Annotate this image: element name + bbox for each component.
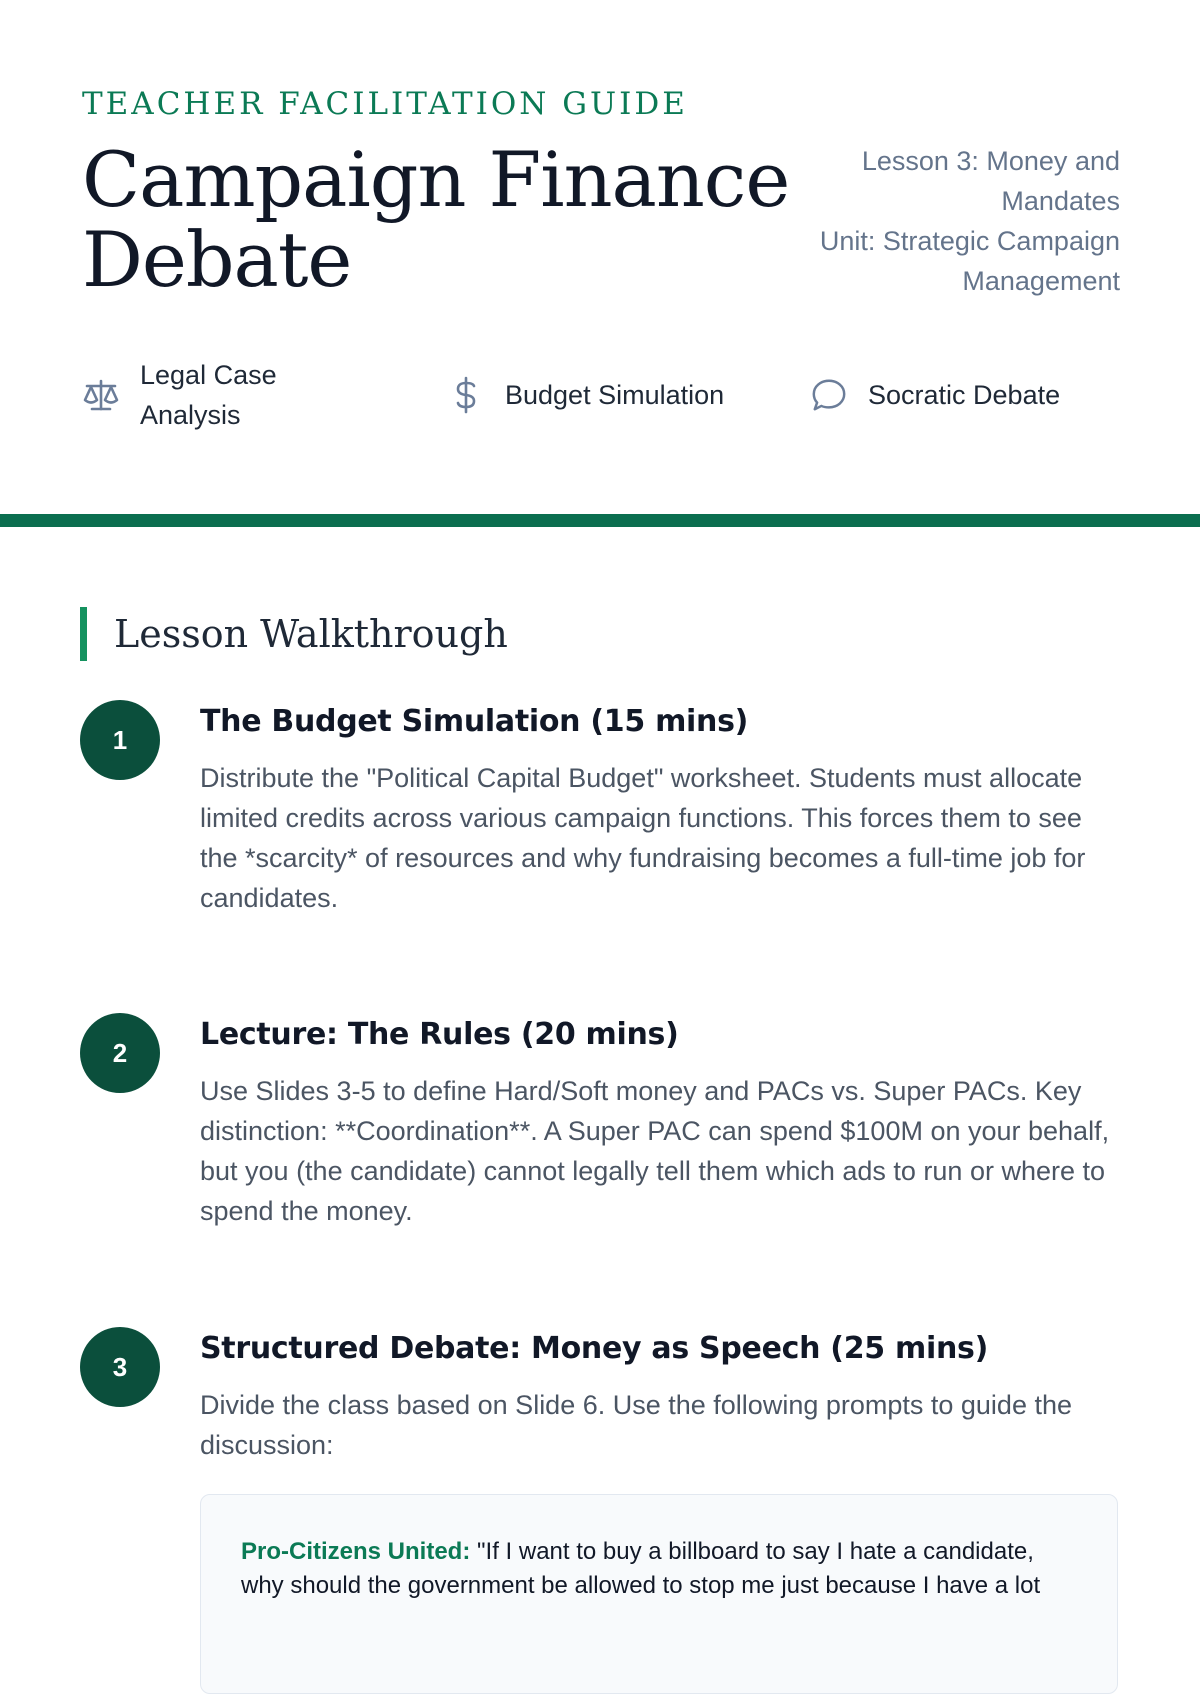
step-body	[200, 1013, 1120, 1231]
lesson-label: Lesson 3: Money and Mandates	[861, 146, 1120, 216]
activity-label: Socratic Debate	[868, 380, 1061, 410]
section-heading: Lesson Walkthrough	[80, 607, 508, 661]
speech-bubble-icon	[810, 375, 848, 415]
activity-label: Legal Case Analysis	[140, 360, 277, 430]
step-description: Distribute the "Political Capital Budget" worksheet. Students must allocate limited credits across various campaign functions. This forces them to see the *scarcity* of resources and why fundraising becomes a full-time job for candidates.	[200, 763, 1086, 913]
guide-header	[82, 0, 1120, 515]
debate-prompt-box	[200, 1494, 1118, 1694]
step-title: Structured Debate: Money as Speech (25 mins)	[200, 1331, 988, 1366]
debate-prompt	[241, 1535, 1077, 1603]
step-title: The Budget Simulation (15 mins)	[200, 704, 749, 739]
step-body	[200, 1327, 1120, 1465]
step-number-badge: 2	[80, 1013, 160, 1093]
step-title: Lecture: The Rules (20 mins)	[200, 1017, 679, 1052]
activity-label: Budget Simulation	[505, 380, 725, 410]
header-divider	[0, 514, 1200, 527]
activity-list	[82, 350, 1120, 440]
activity-budget-simulation	[447, 350, 724, 440]
page-title: Campaign Finance Debate	[82, 135, 790, 304]
unit-label: Unit: Strategic Campaign Management	[819, 226, 1120, 296]
prompt-quote: "If I want to buy a billboard to say I hate a candidate, why should the government be allowed to stop me just because I have a lot	[241, 1538, 1041, 1599]
guide-eyebrow: TEACHER FACILITATION GUIDE	[82, 86, 688, 122]
activity-legal-case-analysis	[82, 350, 342, 440]
step-description: Use Slides 3-5 to define Hard/Soft money and PACs vs. Super PACs. Key distinction: **Coordination**. A Super PAC can spend $100M on your behalf, but you (the candidate) cannot legally tell them which ads to run or where to spend the money.	[200, 1076, 1110, 1226]
dollar-icon	[447, 375, 485, 415]
step-body	[200, 700, 1120, 918]
step-number-badge: 3	[80, 1327, 160, 1407]
lesson-meta	[790, 141, 1120, 301]
activity-socratic-debate	[810, 350, 1060, 440]
prompt-side-label: Pro-Citizens United:	[241, 1538, 471, 1565]
scales-icon	[82, 375, 120, 415]
step-number-badge: 1	[80, 700, 160, 780]
step-description: Divide the class based on Slide 6. Use the following prompts to guide the discussion:	[200, 1390, 1073, 1460]
